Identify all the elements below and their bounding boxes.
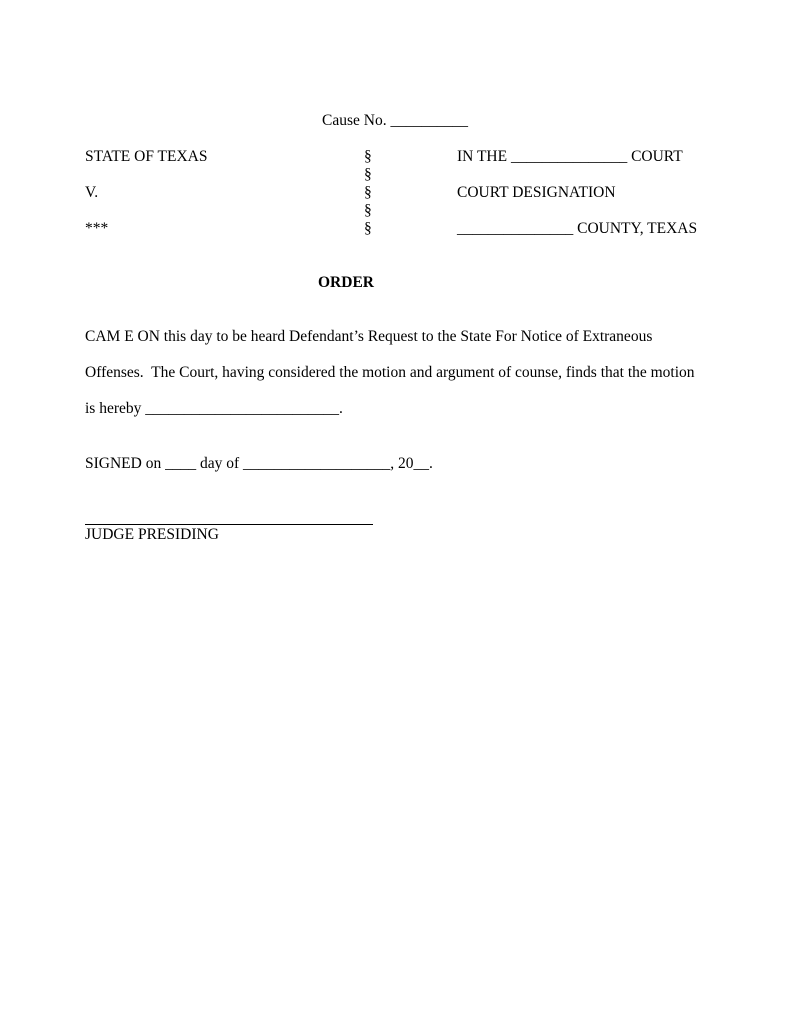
signed-date-line: SIGNED on ____ day of ___________________, 20__. xyxy=(85,455,433,472)
order-title: ORDER xyxy=(318,274,374,291)
cause-number: Cause No. __________ xyxy=(322,112,468,129)
caption-right-designation: COURT DESIGNATION xyxy=(457,184,616,201)
section-mark: § xyxy=(364,184,372,201)
order-body-line: Offenses. The Court, having considered the motion and argument of counse, finds that the motion xyxy=(85,364,695,381)
judge-presiding-label: JUDGE PRESIDING xyxy=(85,526,219,543)
section-mark: § xyxy=(364,202,372,219)
caption-left-state: STATE OF TEXAS xyxy=(85,148,208,165)
order-body-line: CAM E ON this day to be heard Defendant’s Request to the State For Notice of Extraneous xyxy=(85,328,653,345)
caption-left-versus: V. xyxy=(85,184,99,201)
section-mark: § xyxy=(364,220,372,237)
caption-right-court: IN THE _______________ COURT xyxy=(457,148,683,165)
caption-left-defendant: *** xyxy=(85,220,109,237)
caption-right-county: _______________ COUNTY, TEXAS xyxy=(457,220,698,237)
section-mark: § xyxy=(364,148,372,165)
section-mark: § xyxy=(364,166,372,183)
signature-line xyxy=(85,524,373,525)
order-body-line: is hereby _________________________. xyxy=(85,400,343,417)
